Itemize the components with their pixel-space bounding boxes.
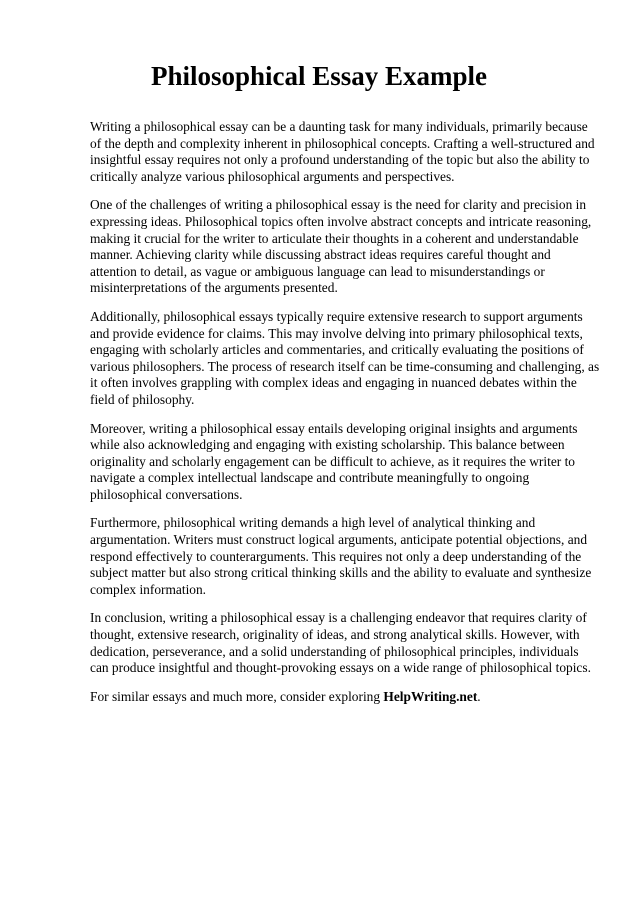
- paragraph-conclusion: In conclusion, writing a philosophical essay is a challenging endeavor that requires clarity of thought, extensive research, originality of ideas, and strong analytical skills. However, with dedication, perseverance, and a solid understanding of philosophical principles, individuals can produce insightful and thought-provoking essays on a wide range of philosophical topics.: [90, 610, 591, 676]
- paragraph-research: Additionally, philosophical essays typically require extensive research to support arguments and provide evidence for claims. This may involve delving into primary philosophical texts, engaging with scholarly articles and commentaries, and critically evaluating the positions of various philosophers. The process of research itself can be time-consuming and challenging, as it often involves grappling with complex ideas and engaging in nuanced debates within the field of philosophy.: [90, 308, 600, 407]
- paragraph-clarity: One of the challenges of writing a philosophical essay is the need for clarity and precision in expressing ideas. Philosophical topics often involve abstract concepts and intricate reasoning, making it crucial for the writer to articulate their thoughts in a coherent and understandable manner. Achieving clarity while discussing abstract ideas requires careful thought and attention to detail, as vague or ambiguous language can lead to misunderstandings or misinterpretations of the arguments presented.: [90, 197, 592, 296]
- paragraph-closing: [90, 689, 600, 706]
- closing-prefix: For similar essays and much more, consider exploring: [90, 688, 384, 704]
- paragraph-originality: Moreover, writing a philosophical essay entails developing original insights and arguments while also acknowledging and engaging with existing scholarship. This balance between originality and scholarly engagement can be difficult to achieve, as it requires the writer to navigate a complex intellectual landscape and contribute meaningfully to ongoing philosophical conversations.: [90, 420, 578, 502]
- paragraph-analysis: Furthermore, philosophical writing demands a high level of analytical thinking and argumentation. Writers must construct logical arguments, anticipate potential objections, and respond effectively to counterarguments. This requires not only a deep understanding of the subject matter but also strong critical thinking skills and the ability to evaluate and synthesize complex information.: [90, 515, 592, 597]
- page-title: Philosophical Essay Example: [150, 61, 488, 91]
- closing-suffix: .: [477, 688, 481, 704]
- paragraph-intro: Writing a philosophical essay can be a daunting task for many individuals, primarily because of the depth and complexity inherent in philosophical concepts. Crafting a well-structured and insightful essay requires not only a profound understanding of the topic but also the ability to critically analyze various philosophical arguments and perspectives.: [90, 119, 595, 184]
- essay-body: [90, 119, 600, 717]
- helpwriting-link[interactable]: HelpWriting.net: [383, 688, 478, 704]
